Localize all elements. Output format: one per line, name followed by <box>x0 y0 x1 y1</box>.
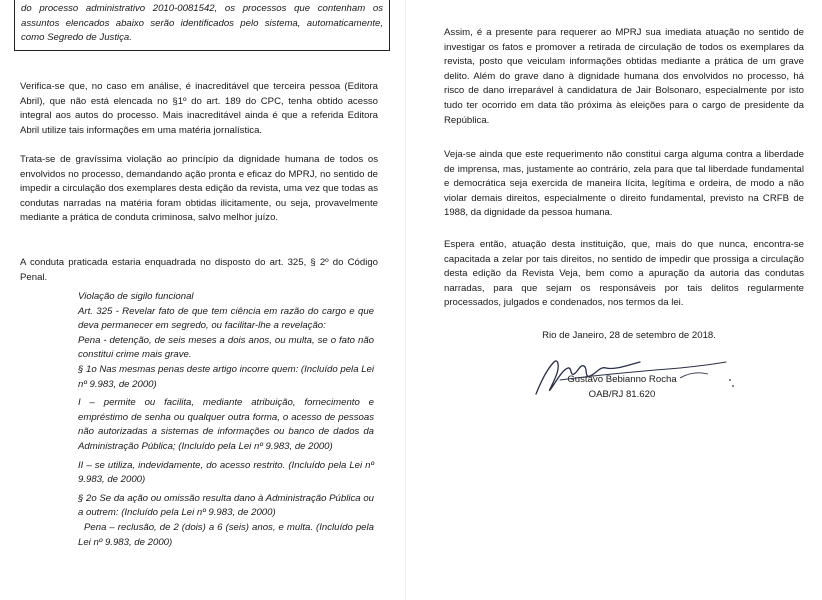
paragraph-enquadramento: A conduta praticada estaria enquadrada no disposto do art. 325, § 2º do Código Penal. <box>20 257 378 283</box>
paragraph-espera: Espera então, atuação desta instituição, que, mais do que nunca, encontra-se capacitada a zelar por tais direitos, no sentido de impedir que prossiga a circulação desta edição da Revista Veja, bem como a apuração da autoria das condutas narradas, para que sejam os responsáveis por tais delitos regularmente processados, julgados e condenados, nos termos da lei. <box>444 239 804 309</box>
quote-title: Violação de sigilo funcional <box>78 291 194 302</box>
page-divider <box>405 0 406 600</box>
paragraph-liberdade-imprensa: Veja-se ainda que este requerimento não constitui carga alguma contra a liberdade de imprensa, mas, justamente ao contrário, zela para que tal liberdade fundamental e democrática seja exercida de maneira lícita, legítima e ordeira, de modo a não violar demais direitos, especialmente o direito fundamental, previsto na CRFB de 1988, da dignidade da pessoa humana. <box>444 149 804 219</box>
quote-pena-1: Pena - detenção, de seis meses a dois anos, ou multa, se o fato não constitui crime mais grave. <box>78 334 374 361</box>
paragraph-editora-abril: Verifica-se que, no caso em análise, é inacreditável que terceira pessoa (Editora Abril), que não está elencada no §1º do art. 189 do CPC, tenha obtido acesso integral aos autos do processo. Mais inacreditável ainda é que a referida Editora Abril utilize tais informações em uma matéria jornalística. <box>20 81 378 136</box>
signature-date: Rio de Janeiro, 28 de setembro de 2018. <box>542 330 716 341</box>
quote-paragraph-2: § 2o Se da ação ou omissão resulta dano à Administração Pública ou a outrem: (Incluído pela Lei nº 9.983, de 2000) <box>78 492 374 519</box>
quote-pena-2: Pena – reclusão, de 2 (dois) a 6 (seis) anos, e multa. (Incluído pela Lei nº 9.983, de 2000) <box>78 521 374 548</box>
paragraph-requerimento: Assim, é a presente para requerer ao MPRJ sua imediata atuação no sentido de investigar os fatos e promover a retirada de circulação de todos os exemplares da revista, posto que veiculam informações obtidas mediante a prática de um grave delito. Além do grave dano à dignidade humana dos envolvidos no processo, há risco de dano irreparável à candidatura de Jair Bolsonaro, especialmente por isto tudo ter ocorrido em data tão próxima às eleições para o cargo de presidente da República. <box>444 27 804 126</box>
handwritten-signature-icon <box>530 350 740 400</box>
left-page <box>0 0 400 600</box>
quote-article: Art. 325 - Revelar fato de que tem ciência em razão do cargo e que deva permanecer em segredo, ou facilitar-lhe a revelação: <box>78 305 374 332</box>
quote-inciso-1: I – permite ou facilita, mediante atribuição, fornecimento e empréstimo de senha ou qualquer outra forma, o acesso de pessoas não autorizadas a sistemas de informações ou banco de dados da Administração Pública; (Incluído pela Lei nº 9.983, de 2000) <box>78 397 374 452</box>
penal-code-quote <box>78 290 374 554</box>
paragraph-violacao: Trata-se de gravíssima violação ao princípio da dignidade humana de todos os envolvidos no processo, demandando ação pronta e eficaz do MPRJ, no sentido de impedir a circulação dos exemplares desta edição da revista, uma vez que todas as condutas narradas na matéria foram obtidas ilicitamente, ou seja, provavelmente mediante a prática de conduta criminosa, salvo melhor juízo. <box>20 154 378 224</box>
quote-paragraph-1: § 1o Nas mesmas penas deste artigo incorre quem: (Incluído pela Lei nº 9.983, de 2000) <box>78 363 374 390</box>
quote-inciso-2: II – se utiliza, indevidamente, do acesso restrito. (Incluído pela Lei nº 9.983, de 2000) <box>78 459 374 486</box>
signer-name: Gustavo Bebianno Rocha <box>567 374 677 385</box>
right-page <box>412 0 822 600</box>
boxed-excerpt: do processo administrativo 2010-0081542, os processos que contenham os assuntos elencados abaixo serão identificados pelo sistema, automaticamente, como Segredo de Justiça. <box>14 0 390 51</box>
signer-oab: OAB/RJ 81.620 <box>588 389 656 400</box>
